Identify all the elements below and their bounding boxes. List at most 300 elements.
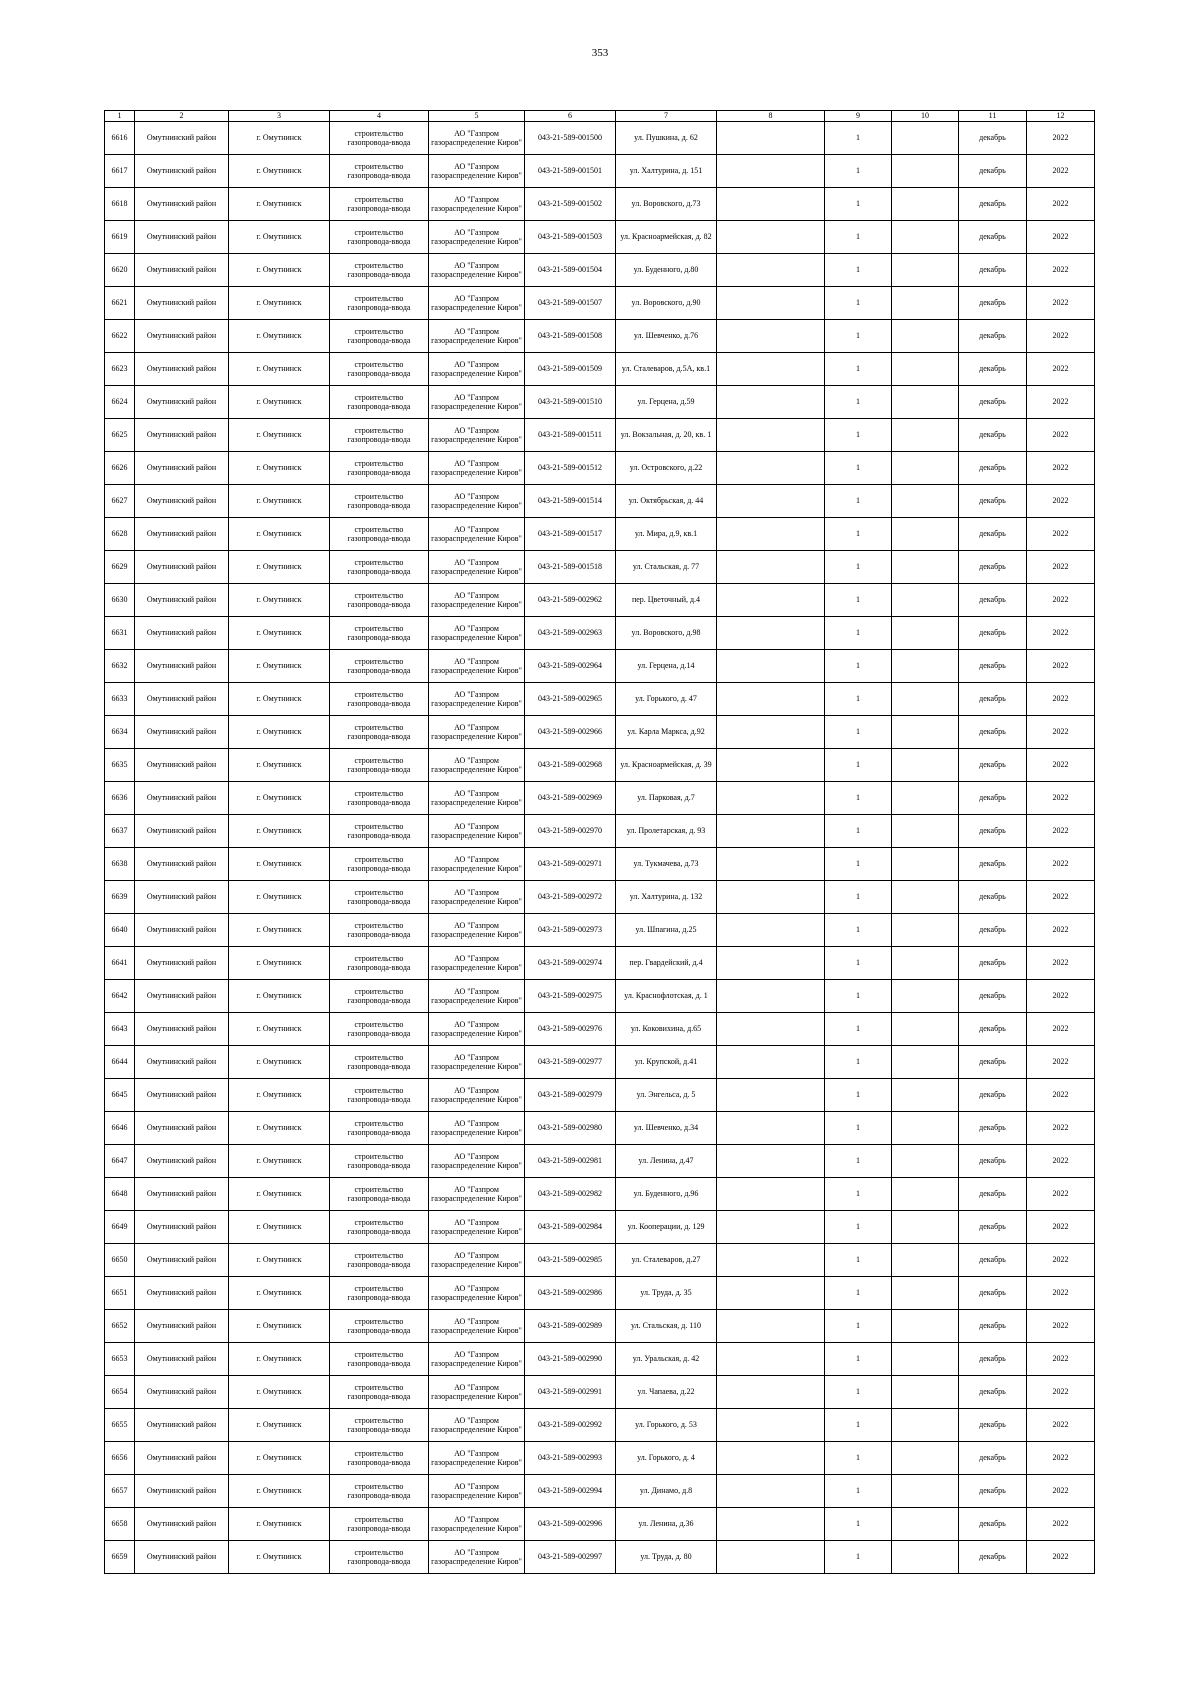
year-cell	[1027, 1178, 1095, 1211]
row-number-text: 6637	[111, 826, 128, 836]
table-row	[105, 1211, 1095, 1244]
year-cell	[1027, 947, 1095, 980]
empty-col-10-cell	[892, 683, 959, 716]
month-text: декабрь	[979, 958, 1006, 968]
work-type-text: строительство газопровода-ввода	[347, 1118, 411, 1137]
year-cell	[1027, 815, 1095, 848]
object-code-cell	[525, 287, 616, 320]
district-cell	[135, 881, 229, 914]
year-cell	[1027, 1343, 1095, 1376]
organization-cell	[429, 947, 525, 980]
address-text: ул. Буденного, д.80	[633, 265, 699, 275]
district-cell	[135, 221, 229, 254]
object-code-text: 043-21-589-001510	[538, 397, 602, 407]
work-type-cell	[330, 1079, 429, 1112]
organization-text: АО "Газпром газораспределение Киров"	[431, 656, 522, 675]
settlement-text: г. Омутнинск	[256, 166, 302, 176]
year-text: 2022	[1052, 1288, 1069, 1298]
month-text: декабрь	[979, 661, 1006, 671]
settlement-cell	[229, 518, 330, 551]
table-row	[105, 782, 1095, 815]
empty-col-10-cell	[892, 122, 959, 155]
address-cell	[616, 881, 717, 914]
quantity-cell	[825, 386, 892, 419]
settlement-text: г. Омутнинск	[256, 265, 302, 275]
organization-cell	[429, 1079, 525, 1112]
address-text: ул. Карла Маркса, д.92	[627, 727, 705, 737]
table-row	[105, 1112, 1095, 1145]
object-code-cell	[525, 782, 616, 815]
organization-cell	[429, 650, 525, 683]
work-type-cell	[330, 1508, 429, 1541]
address-text: ул. Пушкина, д. 62	[634, 133, 698, 143]
address-text: ул. Ленина, д.47	[638, 1156, 694, 1166]
year-cell	[1027, 650, 1095, 683]
work-type-cell	[330, 1277, 429, 1310]
organization-cell	[429, 881, 525, 914]
month-text: декабрь	[979, 1486, 1006, 1496]
year-text: 2022	[1052, 1321, 1069, 1331]
quantity-text: 1	[856, 331, 860, 341]
month-text: декабрь	[979, 1519, 1006, 1529]
empty-col-10-cell	[892, 881, 959, 914]
empty-col-10-cell	[892, 254, 959, 287]
year-text: 2022	[1052, 463, 1069, 473]
organization-cell	[429, 419, 525, 452]
work-type-cell	[330, 551, 429, 584]
work-type-cell	[330, 749, 429, 782]
address-text: ул. Крупской, д.41	[634, 1057, 698, 1067]
organization-cell	[429, 1046, 525, 1079]
year-cell	[1027, 1145, 1095, 1178]
row-number-text: 6626	[111, 463, 128, 473]
month-cell	[959, 155, 1027, 188]
month-cell	[959, 1508, 1027, 1541]
empty-col-8-cell	[717, 749, 825, 782]
work-type-text: строительство газопровода-ввода	[347, 1283, 411, 1302]
work-type-text: строительство газопровода-ввода	[347, 1349, 411, 1368]
work-type-text: строительство газопровода-ввода	[347, 524, 411, 543]
year-cell	[1027, 1244, 1095, 1277]
empty-col-8-cell	[717, 518, 825, 551]
year-text: 2022	[1052, 166, 1069, 176]
work-type-cell	[330, 617, 429, 650]
district-text: Омутнинский район	[146, 199, 217, 209]
district-text: Омутнинский район	[146, 331, 217, 341]
year-cell	[1027, 320, 1095, 353]
address-cell	[616, 1508, 717, 1541]
year-text: 2022	[1052, 694, 1069, 704]
month-cell	[959, 254, 1027, 287]
quantity-text: 1	[856, 364, 860, 374]
quantity-cell	[825, 287, 892, 320]
work-type-text: строительство газопровода-ввода	[347, 161, 411, 180]
settlement-text: г. Омутнинск	[256, 1189, 302, 1199]
object-code-text: 043-21-589-001502	[538, 199, 602, 209]
row-number-text: 6648	[111, 1189, 128, 1199]
district-text: Омутнинский район	[146, 529, 217, 539]
empty-col-8-cell	[717, 353, 825, 386]
work-type-cell	[330, 683, 429, 716]
settlement-text: г. Омутнинск	[256, 1453, 302, 1463]
organization-text: АО "Газпром газораспределение Киров"	[431, 128, 522, 147]
empty-col-8-cell	[717, 1508, 825, 1541]
month-text: декабрь	[979, 859, 1006, 869]
object-code-cell	[525, 881, 616, 914]
object-code-cell	[525, 1475, 616, 1508]
row-number-text: 6659	[111, 1552, 128, 1562]
quantity-text: 1	[856, 958, 860, 968]
address-cell	[616, 551, 717, 584]
organization-cell	[429, 1442, 525, 1475]
empty-col-10-cell	[892, 551, 959, 584]
table-row	[105, 1343, 1095, 1376]
year-cell	[1027, 254, 1095, 287]
address-text: пер. Цветочный, д.4	[631, 595, 701, 605]
settlement-cell	[229, 1145, 330, 1178]
district-text: Омутнинский район	[146, 991, 217, 1001]
month-cell	[959, 1013, 1027, 1046]
settlement-text: г. Омутнинск	[256, 463, 302, 473]
row-number-text: 6640	[111, 925, 128, 935]
month-cell	[959, 650, 1027, 683]
empty-col-8-cell	[717, 1442, 825, 1475]
empty-col-8-cell	[717, 914, 825, 947]
organization-cell	[429, 1475, 525, 1508]
table-row	[105, 947, 1095, 980]
address-text: ул. Горького, д. 53	[635, 1420, 697, 1430]
settlement-text: г. Омутнинск	[256, 925, 302, 935]
empty-col-10-cell	[892, 1277, 959, 1310]
empty-col-10-cell	[892, 1409, 959, 1442]
work-type-text: строительство газопровода-ввода	[347, 491, 411, 510]
address-cell	[616, 221, 717, 254]
settlement-cell	[229, 254, 330, 287]
column-number-3: 3	[229, 111, 330, 122]
organization-text: АО "Газпром газораспределение Киров"	[431, 1514, 522, 1533]
quantity-text: 1	[856, 298, 860, 308]
district-cell	[135, 287, 229, 320]
year-text: 2022	[1052, 265, 1069, 275]
district-cell	[135, 1475, 229, 1508]
object-code-cell	[525, 914, 616, 947]
quantity-text: 1	[856, 1189, 860, 1199]
row-number-cell	[105, 617, 135, 650]
row-number-cell	[105, 1013, 135, 1046]
year-cell	[1027, 1442, 1095, 1475]
empty-col-10-cell	[892, 650, 959, 683]
district-text: Омутнинский район	[146, 364, 217, 374]
object-code-cell	[525, 650, 616, 683]
organization-cell	[429, 551, 525, 584]
month-text: декабрь	[979, 1552, 1006, 1562]
year-text: 2022	[1052, 1057, 1069, 1067]
settlement-text: г. Омутнинск	[256, 1486, 302, 1496]
row-number-text: 6643	[111, 1024, 128, 1034]
settlement-cell	[229, 221, 330, 254]
organization-cell	[429, 188, 525, 221]
quantity-cell	[825, 485, 892, 518]
table-row	[105, 1079, 1095, 1112]
month-cell	[959, 848, 1027, 881]
work-type-cell	[330, 518, 429, 551]
row-number-text: 6620	[111, 265, 128, 275]
district-text: Омутнинский район	[146, 562, 217, 572]
object-code-cell	[525, 848, 616, 881]
quantity-text: 1	[856, 397, 860, 407]
organization-text: АО "Газпром газораспределение Киров"	[431, 1349, 522, 1368]
work-type-cell	[330, 650, 429, 683]
year-cell	[1027, 551, 1095, 584]
row-number-cell	[105, 749, 135, 782]
year-text: 2022	[1052, 661, 1069, 671]
district-text: Омутнинский район	[146, 232, 217, 242]
year-text: 2022	[1052, 562, 1069, 572]
object-code-text: 043-21-589-002965	[538, 694, 602, 704]
year-text: 2022	[1052, 1354, 1069, 1364]
work-type-text: строительство газопровода-ввода	[347, 623, 411, 642]
quantity-text: 1	[856, 1090, 860, 1100]
table-row	[105, 914, 1095, 947]
empty-col-10-cell	[892, 485, 959, 518]
month-cell	[959, 518, 1027, 551]
table-row	[105, 155, 1095, 188]
quantity-text: 1	[856, 1552, 860, 1562]
settlement-text: г. Омутнинск	[256, 1288, 302, 1298]
settlement-cell	[229, 188, 330, 221]
month-cell	[959, 782, 1027, 815]
object-code-cell	[525, 1244, 616, 1277]
settlement-cell	[229, 947, 330, 980]
object-code-cell	[525, 419, 616, 452]
district-text: Омутнинский район	[146, 1156, 217, 1166]
address-cell	[616, 980, 717, 1013]
quantity-cell	[825, 1046, 892, 1079]
organization-cell	[429, 1343, 525, 1376]
work-type-text: строительство газопровода-ввода	[347, 326, 411, 345]
object-code-text: 043-21-589-002981	[538, 1156, 602, 1166]
row-number-text: 6634	[111, 727, 128, 737]
organization-cell	[429, 122, 525, 155]
quantity-cell	[825, 1409, 892, 1442]
work-type-cell	[330, 881, 429, 914]
address-text: пер. Гвардейский, д.4	[629, 958, 703, 968]
quantity-text: 1	[856, 1288, 860, 1298]
district-text: Омутнинский район	[146, 1420, 217, 1430]
month-text: декабрь	[979, 562, 1006, 572]
month-cell	[959, 584, 1027, 617]
object-code-cell	[525, 1277, 616, 1310]
table-row	[105, 452, 1095, 485]
empty-col-8-cell	[717, 1343, 825, 1376]
month-text: декабрь	[979, 595, 1006, 605]
empty-col-8-cell	[717, 155, 825, 188]
month-text: декабрь	[979, 694, 1006, 704]
district-text: Омутнинский район	[146, 826, 217, 836]
address-cell	[616, 1310, 717, 1343]
quantity-cell	[825, 980, 892, 1013]
year-text: 2022	[1052, 1255, 1069, 1265]
year-text: 2022	[1052, 133, 1069, 143]
month-cell	[959, 221, 1027, 254]
address-cell	[616, 155, 717, 188]
object-code-text: 043-21-589-001512	[538, 463, 602, 473]
object-code-text: 043-21-589-002969	[538, 793, 602, 803]
month-cell	[959, 1343, 1027, 1376]
organization-cell	[429, 716, 525, 749]
quantity-text: 1	[856, 1321, 860, 1331]
object-code-text: 043-21-589-001500	[538, 133, 602, 143]
empty-col-10-cell	[892, 1475, 959, 1508]
address-text: ул. Стальская, д. 110	[630, 1321, 702, 1331]
year-cell	[1027, 848, 1095, 881]
year-cell	[1027, 518, 1095, 551]
work-type-cell	[330, 848, 429, 881]
organization-text: АО "Газпром газораспределение Киров"	[431, 1415, 522, 1434]
settlement-text: г. Омутнинск	[256, 1354, 302, 1364]
address-cell	[616, 1211, 717, 1244]
empty-col-10-cell	[892, 716, 959, 749]
settlement-text: г. Омутнинск	[256, 1090, 302, 1100]
quantity-cell	[825, 1310, 892, 1343]
empty-col-8-cell	[717, 683, 825, 716]
row-number-cell	[105, 254, 135, 287]
object-code-text: 043-21-589-001501	[538, 166, 602, 176]
year-cell	[1027, 980, 1095, 1013]
year-text: 2022	[1052, 859, 1069, 869]
district-text: Омутнинский район	[146, 694, 217, 704]
row-number-cell	[105, 452, 135, 485]
table-row	[105, 617, 1095, 650]
work-type-cell	[330, 485, 429, 518]
district-text: Омутнинский район	[146, 265, 217, 275]
settlement-cell	[229, 1178, 330, 1211]
object-code-cell	[525, 815, 616, 848]
settlement-cell	[229, 287, 330, 320]
empty-col-10-cell	[892, 617, 959, 650]
year-text: 2022	[1052, 1420, 1069, 1430]
empty-col-10-cell	[892, 848, 959, 881]
district-text: Омутнинский район	[146, 1288, 217, 1298]
object-code-text: 043-21-589-002968	[538, 760, 602, 770]
row-number-cell	[105, 1112, 135, 1145]
work-type-cell	[330, 188, 429, 221]
empty-col-10-cell	[892, 947, 959, 980]
month-cell	[959, 749, 1027, 782]
quantity-cell	[825, 1112, 892, 1145]
settlement-text: г. Омутнинск	[256, 298, 302, 308]
district-cell	[135, 815, 229, 848]
row-number-cell	[105, 155, 135, 188]
organization-text: АО "Газпром газораспределение Киров"	[431, 788, 522, 807]
settlement-cell	[229, 914, 330, 947]
address-cell	[616, 914, 717, 947]
month-cell	[959, 287, 1027, 320]
organization-cell	[429, 221, 525, 254]
settlement-text: г. Омутнинск	[256, 331, 302, 341]
settlement-cell	[229, 1442, 330, 1475]
organization-text: АО "Газпром газораспределение Киров"	[431, 491, 522, 510]
district-cell	[135, 584, 229, 617]
district-cell	[135, 1013, 229, 1046]
table-row	[105, 386, 1095, 419]
year-text: 2022	[1052, 232, 1069, 242]
object-code-text: 043-21-589-001514	[538, 496, 602, 506]
row-number-text: 6631	[111, 628, 128, 638]
address-text: ул. Халтурина, д. 151	[629, 166, 703, 176]
work-type-cell	[330, 980, 429, 1013]
district-cell	[135, 1277, 229, 1310]
quantity-cell	[825, 122, 892, 155]
address-cell	[616, 782, 717, 815]
work-type-cell	[330, 1145, 429, 1178]
row-number-cell	[105, 947, 135, 980]
empty-col-10-cell	[892, 386, 959, 419]
work-type-text: строительство газопровода-ввода	[347, 458, 411, 477]
work-type-text: строительство газопровода-ввода	[347, 656, 411, 675]
settlement-cell	[229, 584, 330, 617]
address-text: ул. Уральская, д. 42	[632, 1354, 700, 1364]
address-cell	[616, 1244, 717, 1277]
empty-col-10-cell	[892, 452, 959, 485]
quantity-text: 1	[856, 1156, 860, 1166]
month-text: декабрь	[979, 430, 1006, 440]
column-number-11: 11	[959, 111, 1027, 122]
organization-text: АО "Газпром газораспределение Киров"	[431, 1085, 522, 1104]
settlement-text: г. Омутнинск	[256, 364, 302, 374]
district-text: Омутнинский район	[146, 1453, 217, 1463]
row-number-text: 6658	[111, 1519, 128, 1529]
month-text: декабрь	[979, 496, 1006, 506]
district-cell	[135, 1343, 229, 1376]
district-text: Омутнинский район	[146, 628, 217, 638]
organization-cell	[429, 584, 525, 617]
empty-col-10-cell	[892, 221, 959, 254]
organization-text: АО "Газпром газораспределение Киров"	[431, 1283, 522, 1302]
row-number-cell	[105, 650, 135, 683]
month-text: декабрь	[979, 727, 1006, 737]
object-code-cell	[525, 485, 616, 518]
table-row	[105, 881, 1095, 914]
quantity-text: 1	[856, 925, 860, 935]
month-text: декабрь	[979, 1189, 1006, 1199]
organization-text: АО "Газпром газораспределение Киров"	[431, 1052, 522, 1071]
quantity-text: 1	[856, 1123, 860, 1133]
work-type-text: строительство газопровода-ввода	[347, 1514, 411, 1533]
row-number-text: 6638	[111, 859, 128, 869]
work-type-cell	[330, 1178, 429, 1211]
empty-col-10-cell	[892, 1013, 959, 1046]
work-type-text: строительство газопровода-ввода	[347, 590, 411, 609]
month-text: декабрь	[979, 991, 1006, 1001]
work-type-text: строительство газопровода-ввода	[347, 128, 411, 147]
work-type-text: строительство газопровода-ввода	[347, 1481, 411, 1500]
settlement-cell	[229, 353, 330, 386]
year-cell	[1027, 386, 1095, 419]
object-code-text: 043-21-589-001503	[538, 232, 602, 242]
settlement-cell	[229, 848, 330, 881]
settlement-text: г. Омутнинск	[256, 199, 302, 209]
settlement-text: г. Омутнинск	[256, 661, 302, 671]
address-text: ул. Воровского, д.90	[631, 298, 701, 308]
quantity-cell	[825, 419, 892, 452]
organization-cell	[429, 1409, 525, 1442]
object-code-cell	[525, 1376, 616, 1409]
empty-col-10-cell	[892, 419, 959, 452]
row-number-cell	[105, 1310, 135, 1343]
object-code-text: 043-21-589-002997	[538, 1552, 602, 1562]
work-type-text: строительство газопровода-ввода	[347, 392, 411, 411]
